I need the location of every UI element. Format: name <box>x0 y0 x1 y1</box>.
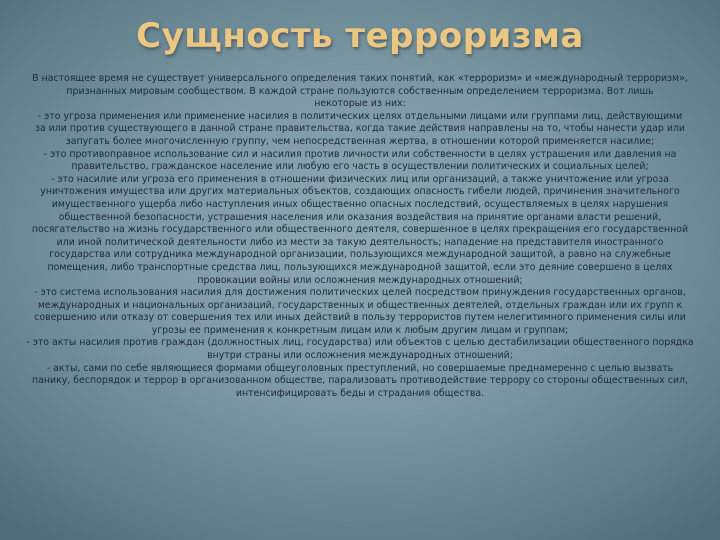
body-line: уничтожения имущества или других материальных объектов, создающих опасность гибели людей, причинения значительного <box>40 186 680 198</box>
body-line: провокации войны или осложнения международных отношений; <box>197 274 523 286</box>
body-line: - это насилие или угроза его применения в отношении физических лиц или организаций, а также уничтожение или угроза <box>51 173 669 185</box>
body-line: общественной безопасности, устрашения населения или оказания воздействия на принятие органами власти решений, <box>58 211 662 223</box>
body-line: международных и национальных организаций, государственных и общественных деятелей, отдельных граждан или их групп к <box>37 299 683 311</box>
body-line: помещения, либо транспортные средства лиц, пользующихся международной защитой, если это деяние совершено в целях <box>47 261 673 273</box>
slide-title: Сущность терроризма <box>136 16 584 56</box>
body-line: - это угроза применения или применение насилия в политических целях отдельными лицами или группами лиц, действующими <box>37 110 683 122</box>
body-line: внутри страны или осложнения международных отношений; <box>207 350 513 362</box>
body-line: панику, беспорядок и террор в организованном обществе, парализовать противодействие террору со стороны общественных сил, <box>31 375 689 387</box>
body-line: государства или сотрудника международной организации, пользующихся международной защитой, а равно на служебные <box>49 249 671 261</box>
body-line: правительство, гражданское население или любую его часть в осуществлении политических и социальных целей; <box>71 161 649 173</box>
body-line: признанных мировым сообществом. В каждой стране пользуются собственным определением терроризма. Вот лишь <box>66 85 654 97</box>
body-line: - это система использования насилия для достижения политических целей посредством принуждения государственных органов, <box>34 287 686 299</box>
body-line: угрозы ее применения к конкретным лицам или к любым другим лицам и группам; <box>151 324 569 336</box>
body-line: - это акты насилия против граждан (должностных лиц, государства) или объектов с целью дестабилизации общественного порядка <box>26 337 694 349</box>
body-line: совершению или отказу от совершения тех или иных действий в пользу террористов путем нелегитимного применения силы или <box>34 312 686 324</box>
body-line: интенсифицировать беды и страдания общества. <box>235 387 485 399</box>
body-line: посягательство на жизнь государственного или общественного деятеля, совершенное в целях прекращения его государственной <box>31 224 689 236</box>
body-line: В настоящее время не существует универсального определения таких понятий, как «терроризм» и «международный терроризм», <box>32 73 688 84</box>
body-line: некоторые из них: <box>314 98 406 110</box>
body-line: имущественного ущерба либо наступления иных общественно опасных последствий, осуществляемых в целях нарушения <box>51 198 669 210</box>
body-line: или иной политической деятельности либо из мести за такую деятельность; нападение на представителя иностранного <box>56 236 664 248</box>
body-line: - это противоправное использование сил и насилия против личности или собственности в целях устрашения или давления на <box>43 148 677 160</box>
body-line: за или против существующего в данной стране правительства, когда такие действия направлены на то, чтобы нанести удар или <box>34 123 686 135</box>
slide-body-text <box>0 73 720 400</box>
body-line: запугать более многочисленную группу, чем непосредственная жертва, в отношении которой применяется насилие; <box>65 135 655 147</box>
body-line: - акты, сами по себе являющиеся формами общеуголовных преступлений, но совершаемые преднамеренно с целью вызвать <box>46 362 674 374</box>
